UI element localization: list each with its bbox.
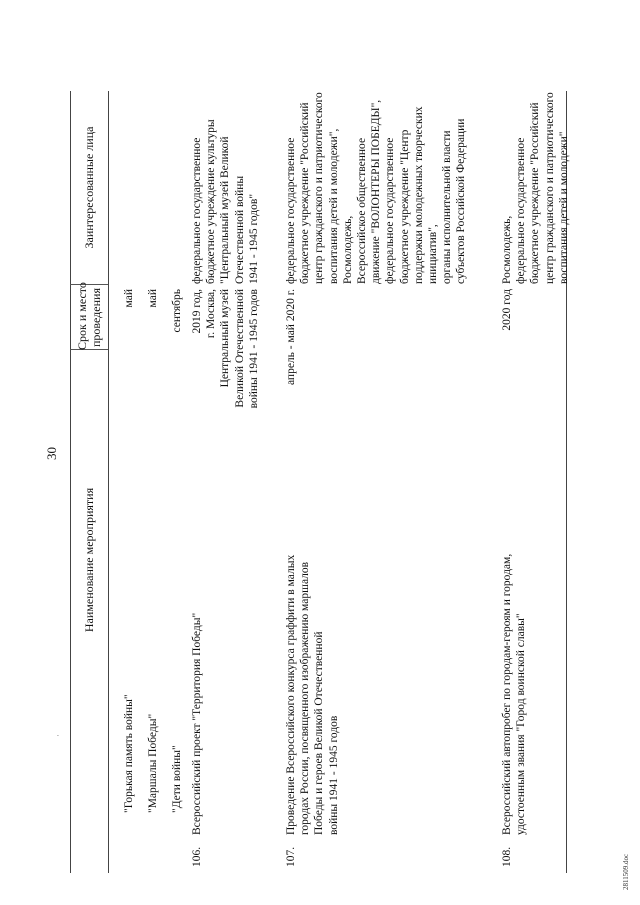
event-title: Проведение Всероссийского конкурса граффити в малых городах России, посвященного изображению маршалов Победы и героев Великой Отечественной войны 1941 - 1945 годов — [285, 554, 340, 835]
subitem-timing: май — [123, 289, 135, 308]
header-bottom-border — [108, 91, 109, 873]
event-timing: 2020 год — [501, 289, 513, 331]
scan-speck: · — [53, 734, 63, 737]
event-title: Всероссийский проект "Территория Победы" — [191, 612, 203, 835]
header-parties: Заинтересованные лица — [82, 126, 96, 249]
row-number: 107. — [285, 846, 297, 867]
document-filename: 2811509.doc — [622, 853, 630, 890]
event-parties: федеральное государственное бюджетное учреждение культуры "Центральный музей Великой Отечественной войны 1941 - 1945 годов" — [191, 119, 260, 284]
table-top-border — [70, 91, 71, 873]
subitem-title: "Горькая память войны" — [123, 694, 135, 813]
row-number: 108. — [501, 846, 513, 867]
event-timing: 2019 год, г. Москва, Центральный музей Великой Отечественной войны 1941 - 1945 годов — [191, 289, 260, 409]
event-parties: федеральное государственное бюджетное учреждение "Российский центр гражданского и патриотического воспитания детей и молодежи", Росмолодежь, Всероссийское общественное движение "ВОЛОНТЕРЫ ПОБЕДЫ", федеральное государственное бюджетное учреждение "Центр поддержки молодежных творческих инициатив", органы исполнительной власти субъектов Российской Федерации — [285, 92, 468, 284]
subitem-timing: май — [147, 289, 159, 308]
subitem-title: "Дети войны" — [171, 745, 183, 813]
event-timing: апрель - май 2020 г. — [285, 289, 297, 386]
subitem-timing: сентябрь — [171, 289, 183, 333]
subitem-title: "Маршалы Победы" — [147, 713, 159, 813]
header-timing: Срок и место проведения — [75, 282, 103, 350]
row-number: 106. — [191, 846, 203, 867]
event-parties: Росмолодежь, федеральное государственное бюджетное учреждение "Российский центр гражданского и патриотического воспитания детей и молодежи" — [501, 92, 570, 284]
header-event-name: Наименование мероприятия — [82, 487, 96, 633]
event-title: Всероссийский автопробег по городам-героям и городам, удостоенным звания "Город воинской славы" — [501, 553, 528, 835]
page-number: 30 — [44, 447, 59, 460]
